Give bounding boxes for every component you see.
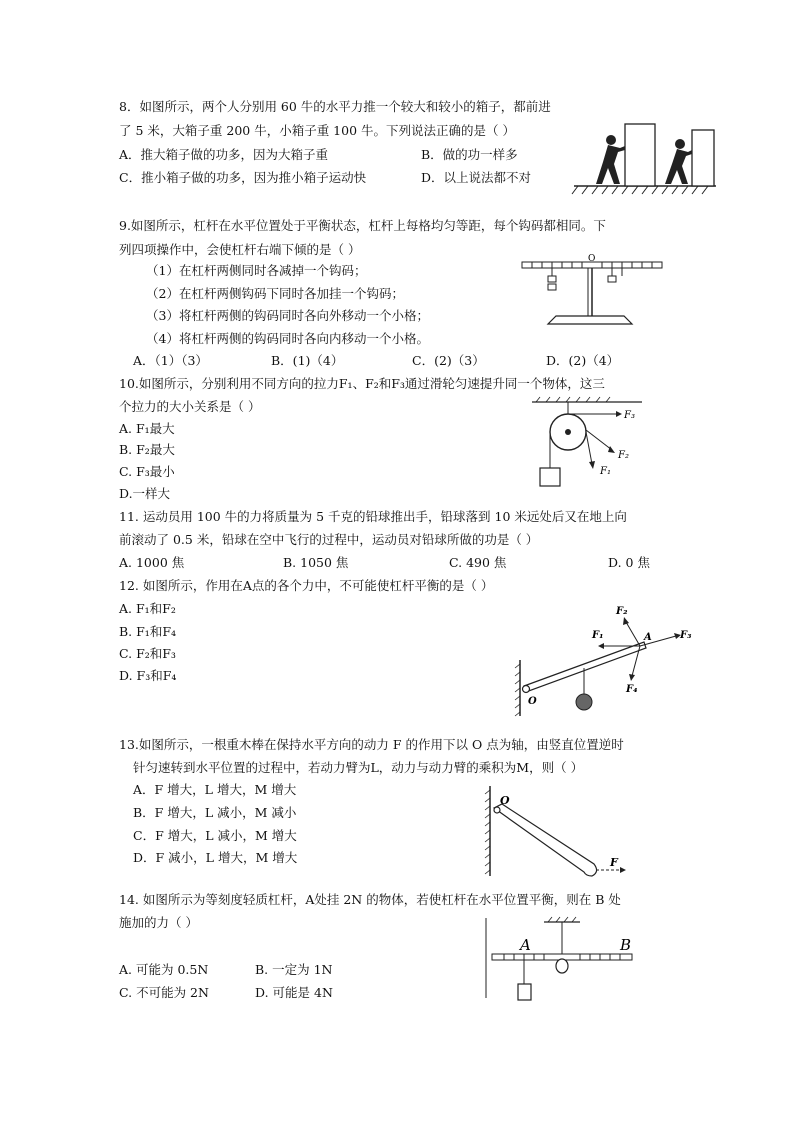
q10-pulley-figure xyxy=(530,396,650,496)
q9-item-2: （2）在杠杆两侧钩码下同时各加挂一个钩码； xyxy=(146,286,404,301)
q14-lever-figure xyxy=(484,914,644,1010)
q10-f3-label: F₃ xyxy=(624,410,635,421)
q9-option-c: C．(2)（3） xyxy=(412,353,485,368)
q14-point-b-label: B xyxy=(620,936,632,954)
q12-stem: 12. 如图所示，作用在A点的各个力中，不可能使杠杆平衡的是（ ） xyxy=(119,578,494,593)
q8-stem-line1: 8．如图所示，两个人分别用 60 牛的水平力推一个较大和较小的箱子，都前进 xyxy=(119,99,551,114)
q14-option-d: D. 可能是 4N xyxy=(255,985,333,1000)
q14-stem-line2: 施加的力（ ） xyxy=(119,915,198,930)
q13-rotating-rod-figure xyxy=(476,780,636,880)
q11-option-d: D. 0 焦 xyxy=(608,555,650,570)
q11-option-c: C. 490 焦 xyxy=(449,555,507,570)
q9-stem-line1: 9.如图所示，杠杆在水平位置处于平衡状态，杠杆上每格均匀等距，每个钩码都相同。下 xyxy=(119,218,606,233)
q8-option-c: C．推小箱子做的功多，因为推小箱子运动快 xyxy=(119,170,367,185)
q9-pivot-label: O xyxy=(588,254,596,264)
q14-option-c: C. 不可能为 2N xyxy=(119,985,209,1000)
q10-option-a: A. F₁最大 xyxy=(119,421,175,436)
q12-option-d: D. F₃和F₄ xyxy=(119,668,177,683)
q8-option-b: B．做的功一样多 xyxy=(421,147,518,162)
q9-option-b: B．(1)（4） xyxy=(271,353,344,368)
q10-stem-line1: 10.如图所示，分别利用不同方向的拉力F₁、F₂和F₃通过滑轮匀速提升同一个物体，这三 xyxy=(119,376,605,391)
q13-stem-line2: 针匀速转到水平位置的过程中，若动力臂为L，动力与动力臂的乘积为M，则（ ） xyxy=(133,760,584,775)
q10-stem-line2: 个拉力的大小关系是（ ） xyxy=(119,399,261,414)
q13-stem-line1: 13.如图所示，一根重木棒在保持水平方向的动力 F 的作用下以 O 点为轴，由竖直位置逆时 xyxy=(119,737,624,752)
q9-stem-line2: 列四项操作中，会使杠杆右端下倾的是（ ） xyxy=(119,242,361,257)
q8-pushing-boxes-figure xyxy=(570,118,720,196)
q12-f2-label: F₂ xyxy=(616,606,628,617)
q10-option-c: C. F₃最小 xyxy=(119,464,175,479)
q9-item-4: （4）将杠杆两侧的钩码同时各向内移动一个小格。 xyxy=(146,331,429,346)
q12-lever-forces-figure xyxy=(512,598,702,722)
q12-f3-label: F₃ xyxy=(680,630,692,641)
q12-point-a-label: A xyxy=(644,632,652,643)
q9-item-1: （1）在杠杆两侧同时各减掉一个钩码； xyxy=(146,263,367,278)
q10-f2-label: F₂ xyxy=(618,450,629,461)
q12-f4-label: F₄ xyxy=(626,684,638,695)
q12-option-c: C. F₂和F₃ xyxy=(119,646,176,661)
q10-option-b: B. F₂最大 xyxy=(119,442,175,457)
q9-lever-balance-figure xyxy=(520,252,668,332)
q14-option-b: B. 一定为 1N xyxy=(255,962,333,977)
q13-option-b: B．F 增大，L 减小，M 减小 xyxy=(133,805,297,820)
q12-option-a: A. F₁和F₂ xyxy=(119,601,176,616)
q10-option-d: D.一样大 xyxy=(119,486,171,501)
q11-option-a: A. 1000 焦 xyxy=(119,555,185,570)
q9-item-3: （3）将杠杆两侧的钩码同时各向外移动一个小格； xyxy=(146,308,429,323)
q8-stem-line2: 了 5 米，大箱子重 200 牛，小箱子重 100 牛。下列说法正确的是（ ） xyxy=(119,123,515,138)
q8-option-a: A．推大箱子做的功多，因为大箱子重 xyxy=(119,147,329,162)
q14-option-a: A. 可能为 0.5N xyxy=(119,962,209,977)
q8-option-d: D．以上说法都不对 xyxy=(421,170,532,185)
q13-force-f-label: F xyxy=(610,856,618,869)
q12-f1-label: F₁ xyxy=(592,630,604,641)
q9-option-d: D．(2)（4） xyxy=(546,353,620,368)
q9-option-a: A．（1）（3） xyxy=(133,353,208,368)
q13-pivot-o-label: O xyxy=(500,794,510,807)
q13-option-c: C．F 增大，L 减小，M 增大 xyxy=(133,828,297,843)
q14-stem-line1: 14. 如图所示为等刻度轻质杠杆，A处挂 2N 的物体，若使杠杆在水平位置平衡，则在 B 处 xyxy=(119,892,621,907)
q14-point-a-label: A xyxy=(520,936,531,954)
q13-option-a: A．F 增大，L 增大，M 增大 xyxy=(133,782,297,797)
q11-stem-line1: 11. 运动员用 100 牛的力将质量为 5 千克的铅球推出手，铅球落到 10 米远处后又在地上向 xyxy=(119,509,627,524)
q11-option-b: B. 1050 焦 xyxy=(283,555,349,570)
q12-point-o-label: O xyxy=(528,696,537,707)
q13-option-d: D．F 减小，L 增大，M 增大 xyxy=(133,850,298,865)
q10-f1-label: F₁ xyxy=(600,466,611,477)
q11-stem-line2: 前滚动了 0.5 米，铅球在空中飞行的过程中，运动员对铅球所做的功是（ ） xyxy=(119,532,539,547)
q12-option-b: B. F₁和F₄ xyxy=(119,624,177,639)
